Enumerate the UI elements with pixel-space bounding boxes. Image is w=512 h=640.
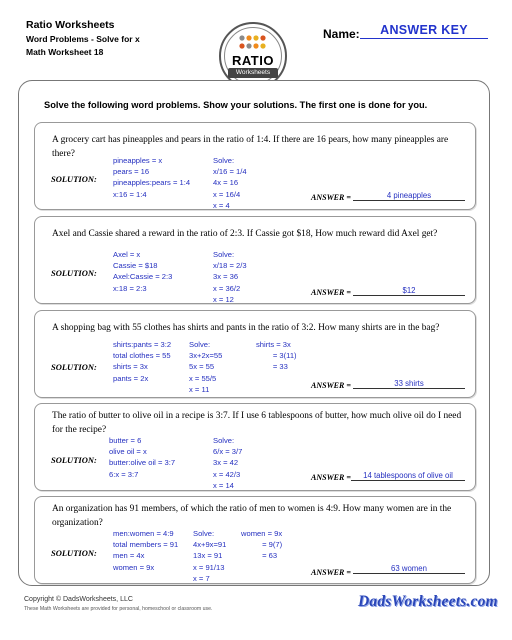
answer-value: 33 shirts	[353, 379, 465, 389]
problem-card	[34, 496, 476, 584]
answer-label: ANSWER =	[311, 568, 351, 577]
answer-label: ANSWER =	[311, 288, 351, 297]
answer-label: ANSWER =	[311, 193, 351, 202]
answer-value: 14 tablespoons of olive oil	[351, 471, 465, 481]
answer-value: 63 women	[353, 564, 465, 574]
problem-question: A shopping bag with 55 clothes has shirts and pants in the ratio of 3:2. How many shirts are in the bag?	[52, 323, 440, 333]
usage-note: These Math Worksheets are provided for personal, homeschool or classroom use.	[24, 606, 213, 612]
problem-question: The ratio of butter to olive oil in a recipe is 3:7. If I use 6 tablespoons of butter, how much olive oil do I need for the recipe?	[52, 411, 462, 435]
solution-setup: Axel = x Cassie = $18 Axel:Cassie = 2:3 x:18 = 2:3	[113, 250, 173, 293]
solution-label: SOLUTION:	[51, 174, 97, 184]
logo-band: Worksheets	[228, 68, 278, 78]
answer-key-field[interactable]: ANSWER KEY	[360, 23, 488, 39]
worksheet-subtitle: Word Problems - Solve for x	[26, 34, 140, 44]
problem-card	[34, 403, 476, 491]
solution-setup: pineapples = x pears = 16 pineapples:pears = 1:4 x:16 = 1:4	[113, 156, 191, 199]
problem-question: A grocery cart has pineapples and pears in the ratio of 1:4. If there are 16 pears, how many pineapples are there?	[52, 135, 449, 159]
problem-question: Axel and Cassie shared a reward in the ratio of 2:3. If Cassie got $18, How much reward did Axel get?	[52, 229, 438, 239]
answer-label: ANSWER =	[311, 381, 351, 390]
solution-result: women = 9x = 9(7) = 63	[241, 529, 283, 561]
answer-value: 4 pineapples	[353, 191, 465, 201]
solution-steps: Solve: x/18 = 2/3 3x = 36 x = 36/2 x = 12	[213, 250, 247, 304]
solution-label: SOLUTION:	[51, 268, 97, 278]
solution-label: SOLUTION:	[51, 455, 97, 465]
problem-card	[34, 216, 476, 304]
solution-setup: shirts:pants = 3:2 total clothes = 55 shirts = 3x pants = 2x	[113, 340, 172, 383]
worksheet-title: Ratio Worksheets	[26, 19, 115, 31]
ratio-dots-icon	[238, 34, 270, 52]
solution-steps: Solve: x/16 = 1/4 4x = 16 x = 16/4 x = 4	[213, 156, 247, 210]
solution-steps: Solve: 6/x = 3/7 3x = 42 x = 42/3 x = 14	[213, 436, 243, 490]
solution-label: SOLUTION:	[51, 548, 97, 558]
logo-word: RATIO	[232, 53, 274, 68]
name-label: Name:	[323, 27, 360, 41]
brand-logo[interactable]: DadsWorksheets.com	[358, 593, 498, 610]
solution-setup: men:women = 4:9 total members = 91 men = 4x women = 9x	[113, 529, 179, 572]
copyright: Copyright © DadsWorksheets, LLC	[24, 596, 133, 603]
solution-steps: Solve: 4x+9x=91 13x = 91 x = 91/13 x = 7	[193, 529, 227, 583]
problem-card	[34, 310, 476, 398]
problem-card	[34, 122, 476, 210]
answer-value: $12	[353, 286, 465, 296]
instructions: Solve the following word problems. Show your solutions. The first one is done for you.	[44, 100, 428, 110]
problem-question: An organization has 91 members, of which the ratio of men to women is 4:9. How many women are in the organization?	[52, 504, 452, 528]
solution-setup: butter = 6 olive oil = x butter:olive oil = 3:7 6:x = 3:7	[109, 436, 176, 479]
solution-steps: Solve: 3x+2x=55 5x = 55 x = 55/5 x = 11	[189, 340, 223, 394]
solution-label: SOLUTION:	[51, 362, 97, 372]
answer-label: ANSWER =	[311, 473, 351, 482]
solution-result: shirts = 3x = 3(11) = 33	[256, 340, 297, 372]
worksheet-number: Math Worksheet 18	[26, 47, 104, 57]
